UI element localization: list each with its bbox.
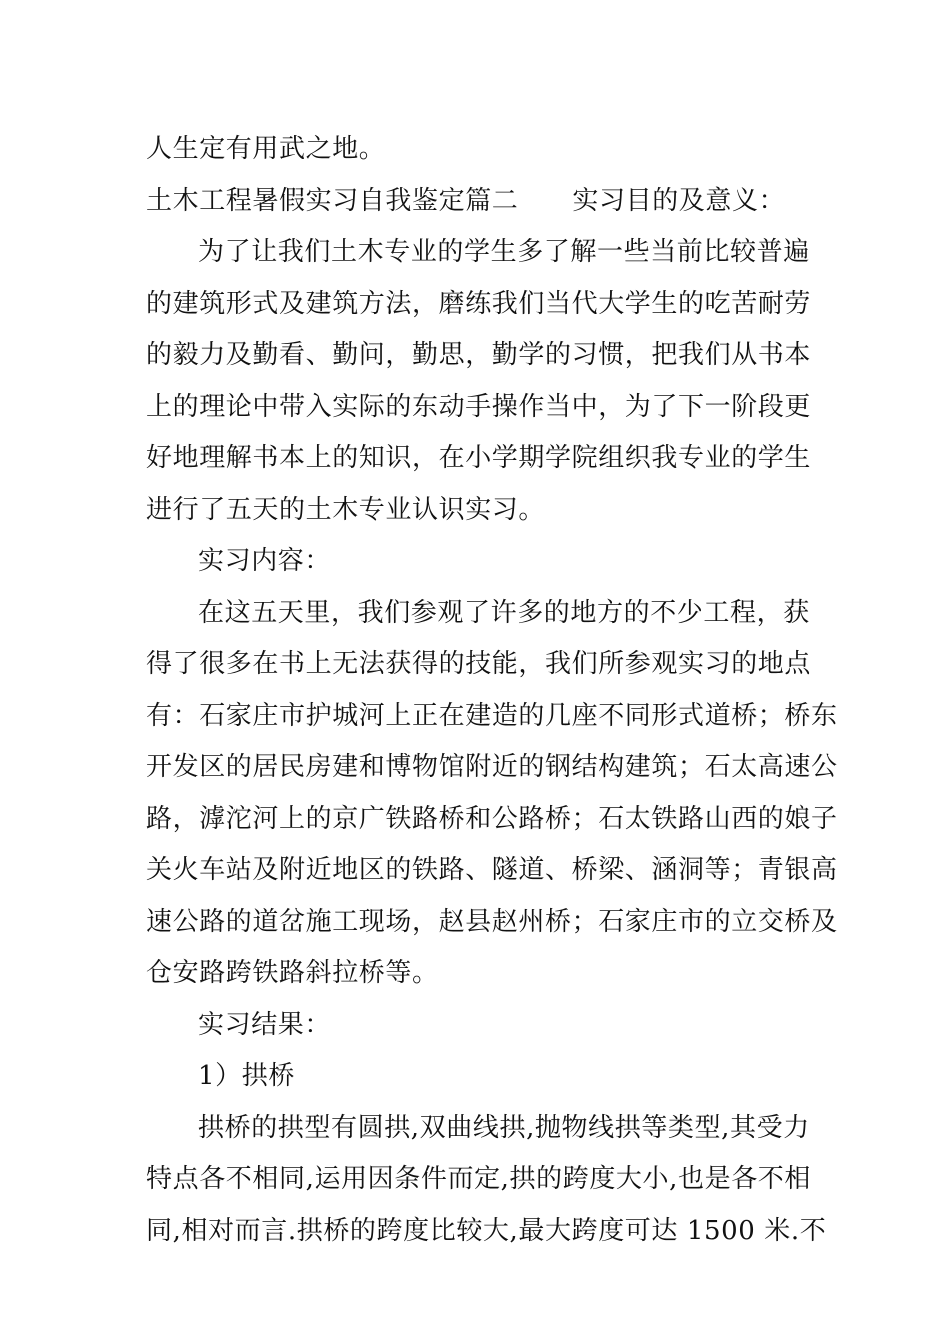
paragraph-line: 路，滹沱河上的京广铁路桥和公路桥；石太铁路山西的娘子 bbox=[146, 803, 838, 834]
paragraph-line: 得了很多在书上无法获得的技能，我们所参观实习的地点 bbox=[146, 649, 812, 679]
paragraph-line: 的建筑形式及建筑方法，磨练我们当代大学生的吃苦耐劳 bbox=[146, 288, 812, 319]
list-item-arch-bridge: 1）拱桥 bbox=[198, 1061, 295, 1091]
text-line: 人生定有用武之地。 bbox=[146, 134, 386, 164]
paragraph-line: 仓安路跨铁路斜拉桥等。 bbox=[146, 958, 439, 988]
paragraph-line: 在这五天里，我们参观了许多的地方的不少工程，获 bbox=[198, 597, 810, 628]
document-body bbox=[146, 124, 838, 1257]
paragraph-line: 有：石家庄市护城河上正在建造的几座不同形式道桥；桥东 bbox=[146, 700, 838, 731]
section-title: 土木工程暑假实习自我鉴定篇二 bbox=[146, 185, 519, 216]
subheading-results: 实习结果： bbox=[198, 1009, 332, 1040]
paragraph-line: 同,相对而言.拱桥的跨度比较大,最大跨度可达 1500 米.不 bbox=[146, 1215, 827, 1246]
subsection-title: 实习目的及意义： bbox=[572, 185, 786, 216]
paragraph-line: 的毅力及勤看、勤问，勤思，勤学的习惯，把我们从书本 bbox=[146, 340, 812, 370]
paragraph-line: 开发区的居民房建和博物馆附近的钢结构建筑；石太高速公 bbox=[146, 752, 838, 782]
paragraph-line: 速公路的道岔施工现场，赵县赵州桥；石家庄市的立交桥及 bbox=[146, 906, 838, 937]
paragraph-line: 拱桥的拱型有圆拱,双曲线拱,抛物线拱等类型,其受力 bbox=[198, 1112, 810, 1143]
paragraph-line: 上的理论中带入实际的东动手操作当中，为了下一阶段更 bbox=[146, 391, 812, 422]
section-heading bbox=[146, 176, 806, 228]
paragraph-line: 关火车站及附近地区的铁路、隧道、桥梁、涵洞等；青银高 bbox=[146, 855, 838, 885]
paragraph-line: 进行了五天的土木专业认识实习。 bbox=[146, 494, 546, 525]
paragraph-line: 为了让我们土木专业的学生多了解一些当前比较普遍 bbox=[198, 237, 810, 267]
paragraph-line: 好地理解书本上的知识，在小学期学院组织我专业的学生 bbox=[146, 443, 812, 473]
subheading-content: 实习内容： bbox=[198, 546, 332, 576]
paragraph-line: 特点各不相同,运用因条件而定,拱的跨度大小,也是各不相 bbox=[146, 1164, 811, 1194]
